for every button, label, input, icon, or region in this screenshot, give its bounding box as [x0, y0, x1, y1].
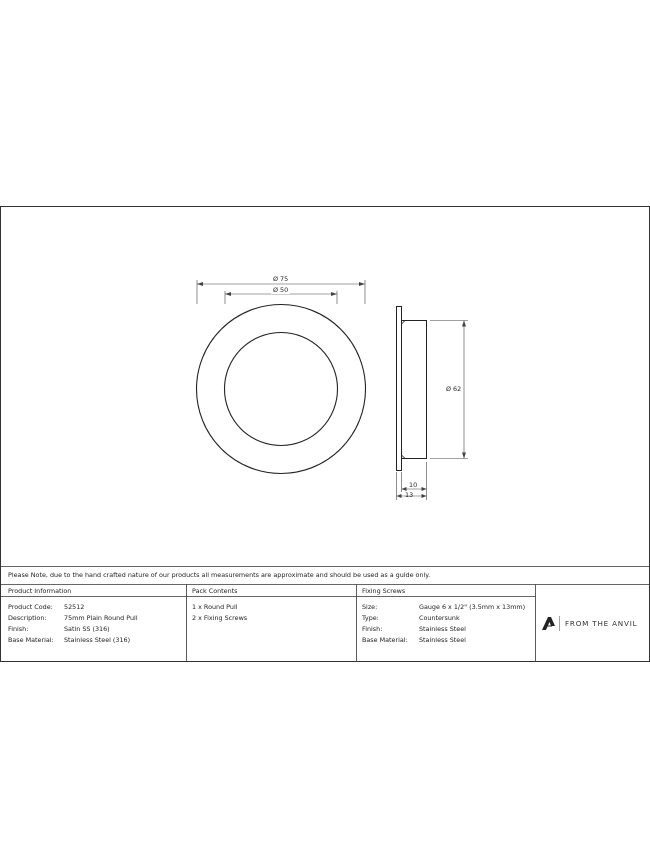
product-info-header: Product Information [8, 587, 72, 595]
pack-contents-item: 1 x Round Pull [192, 603, 238, 611]
fixing-screws-label: Type: [362, 614, 379, 622]
pack-contents-item: 2 x Fixing Screws [192, 614, 248, 622]
side-flange [397, 307, 402, 471]
outer-rim-circle [197, 305, 366, 474]
side-diameter-label: Ø 62 [446, 385, 462, 393]
product-info-label: Finish: [8, 625, 29, 633]
brand-name: FROM THE ANVIL [565, 619, 638, 628]
product-info-value: 75mm Plain Round Pull [64, 614, 138, 622]
fixing-screws-label: Base Material: [362, 636, 408, 644]
fixing-screws-header: Fixing Screws [362, 587, 406, 595]
fixing-screws-value: Stainless Steel [419, 625, 466, 633]
measurement-note: Please Note, due to the hand crafted nature of our products all measurements are approximate and should be used as a guide only. [8, 571, 431, 579]
inner-diameter-label: Ø 50 [273, 286, 289, 294]
product-info-label: Product Code: [8, 603, 53, 611]
anvil-a-logo-icon [542, 616, 560, 631]
fixing-screws-label: Finish: [362, 625, 383, 633]
drawing-frame [1, 207, 650, 662]
fixing-screws-value: Gauge 6 x 1/2" (3.5mm x 13mm) [419, 603, 526, 611]
product-info-label: Description: [8, 614, 47, 622]
fixing-screws-value: Stainless Steel [419, 636, 466, 644]
product-info-label: Base Material: [8, 636, 54, 644]
outer-diameter-label: Ø 75 [273, 275, 289, 283]
fixing-screws-value: Countersunk [419, 614, 460, 622]
inner-cup-circle [225, 333, 338, 446]
product-info-value: Satin SS (316) [64, 625, 110, 633]
total-depth-label: 13 [405, 491, 414, 499]
depth-label: 10 [409, 481, 418, 489]
pack-contents-header: Pack Contents [192, 587, 238, 595]
product-info-value: 52512 [64, 603, 85, 611]
fixing-screws-label: Size: [362, 603, 378, 611]
product-info-value: Stainless Steel (316) [64, 636, 131, 644]
side-cup-body [402, 321, 427, 459]
